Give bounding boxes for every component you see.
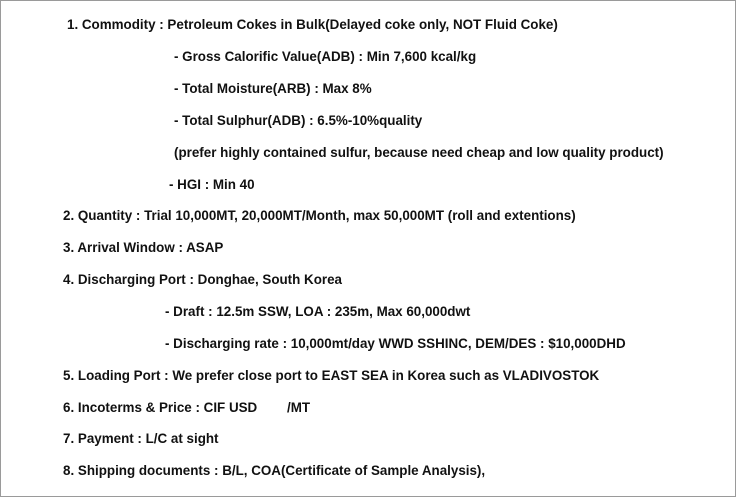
discharging-rate-line: - Discharging rate : 10,000mt/day WWD SSHINC, DEM/DES : $10,000DHD <box>165 336 626 351</box>
discharging-port-line: 4. Discharging Port : Donghae, South Korea <box>63 272 342 287</box>
arrival-window-line: 3. Arrival Window : ASAP <box>63 240 224 255</box>
total-sulphur-line: - Total Sulphur(ADB) : 6.5%-10%quality <box>174 113 423 128</box>
total-moisture-line: - Total Moisture(ARB) : Max 8% <box>174 81 372 96</box>
draft-line: - Draft : 12.5m SSW, LOA : 235m, Max 60,000dwt <box>165 304 471 319</box>
payment-line: 7. Payment : L/C at sight <box>63 431 219 446</box>
hgi-line: - HGI : Min 40 <box>169 177 255 192</box>
incoterms-price-line: 6. Incoterms & Price : CIF USD /MT <box>63 400 311 415</box>
shipping-documents-line: 8. Shipping documents : B/L, COA(Certificate of Sample Analysis), <box>63 463 486 478</box>
loading-port-line: 5. Loading Port : We prefer close port to EAST SEA in Korea such as VLADIVOSTOK <box>63 368 600 383</box>
quantity-line: 2. Quantity : Trial 10,000MT, 20,000MT/Month, max 50,000MT (roll and extentions) <box>63 208 576 223</box>
gross-calorific-value-line: - Gross Calorific Value(ADB) : Min 7,600 kcal/kg <box>174 49 477 64</box>
commodity-line: 1. Commodity : Petroleum Cokes in Bulk(Delayed coke only, NOT Fluid Coke) <box>67 17 558 32</box>
sulfur-preference-note: (prefer highly contained sulfur, because need cheap and low quality product) <box>174 145 664 160</box>
